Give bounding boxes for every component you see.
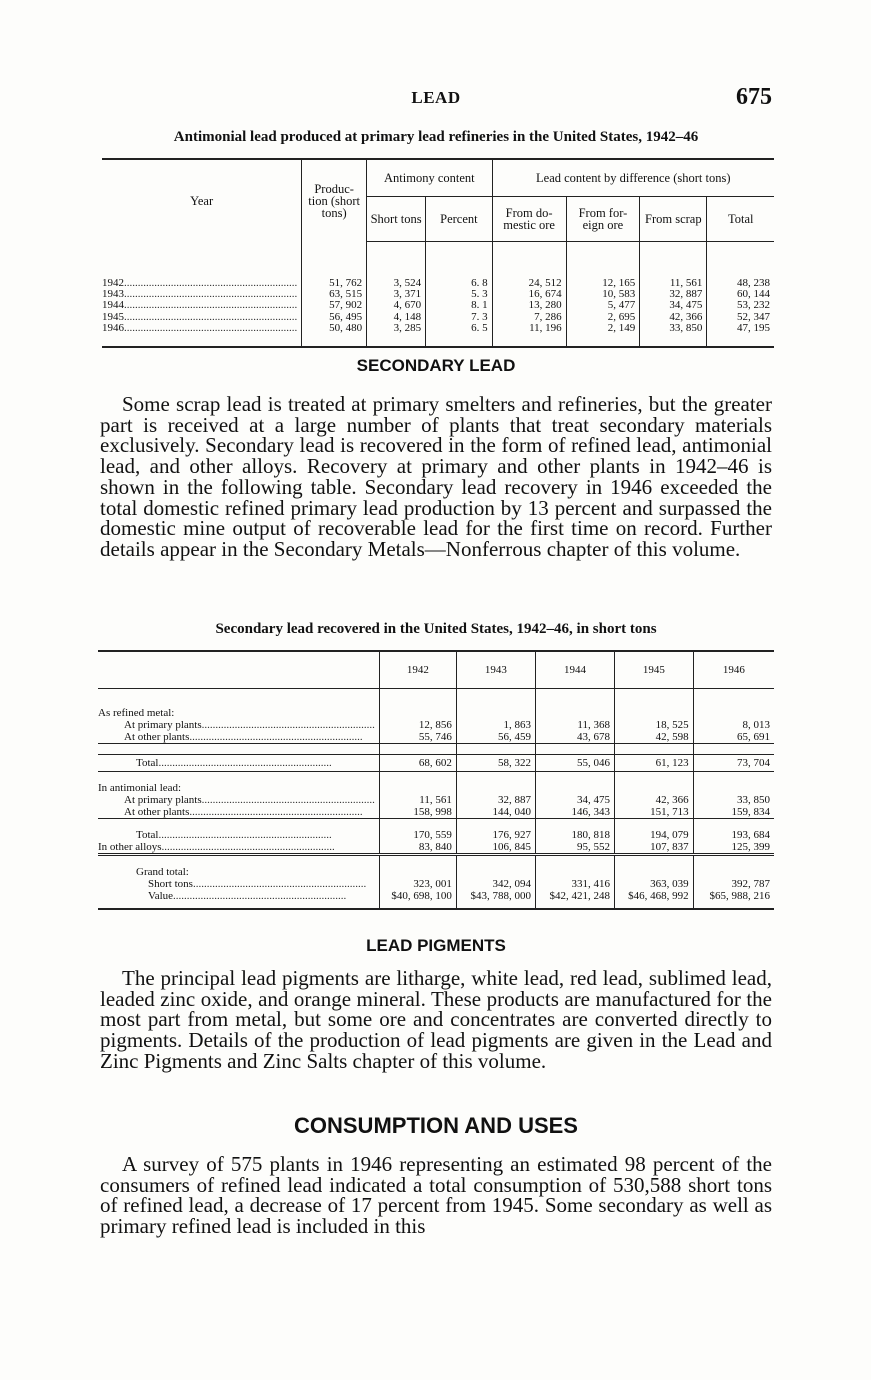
table-row [98,731,774,744]
antimonial-lead-table [102,158,774,348]
table-row [102,300,774,311]
table-row [98,866,774,878]
value-cell: 125, 399 [731,841,770,853]
value-cell: 106, 845 [456,841,535,855]
value-cell: 73, 704 [693,755,774,772]
table-row [98,707,774,719]
year-label: 1944 [102,300,124,312]
value-cell: $65, 988, 216 [693,890,774,909]
value-cell: 144, 040 [456,806,535,819]
value-cell [379,707,456,719]
antimonial-other-label: At other plants [124,806,190,818]
secondary-lead-table [98,650,774,910]
refined-metal-group [98,707,379,719]
header-year: Year [102,159,302,242]
cell-domestic: 16, 674 [492,289,566,300]
value-cell: 146, 343 [535,806,614,819]
table-row [98,794,774,806]
header-short-tons: Short tons [367,197,426,242]
grand-total-group-label: Grand total: [136,866,189,878]
value-cell [693,782,774,794]
cell-sb_tons: 3, 524 [367,242,426,290]
table2-caption: Secondary lead recovered in the United States, 1942–46, in short tons [215,621,657,637]
value-cell: 43, 678 [535,731,614,744]
value-cell: 180, 818 [535,829,614,841]
antimonial-group-label: In antimonial lead: [98,782,182,794]
value-cell [535,866,614,878]
year-label: 1943 [102,289,124,301]
cell-percent: 6. 5 [426,323,492,347]
cell-sb_tons: 4, 670 [367,300,426,311]
cell-production: 50, 480 [302,323,367,347]
value-cell: $42, 421, 248 [535,890,614,909]
cell-scrap: 34, 475 [640,300,707,311]
value-cell: 12, 856 [379,719,456,731]
value-cell [379,782,456,794]
running-head [100,84,772,114]
cell-foreign: 12, 165 [566,242,640,290]
cell-domestic: 24, 512 [492,242,566,290]
antimonial-total: Total............................................................... [98,829,379,841]
year-label: 1946 [102,322,124,334]
value-cell: 56, 459 [456,731,535,744]
value-cell [693,866,774,878]
grand-value-label: Value [148,890,174,902]
table-row [98,841,774,855]
value-cell [693,707,774,719]
antimonial-primary-label: At primary plants [124,794,202,806]
refined-other: At other plants............................................................... [98,731,379,744]
other-alloys-label: In other alloys [98,841,162,853]
value-cell: 32, 887 [456,794,535,806]
secondary-lead-heading: SECONDARY LEAD [356,356,516,375]
value-cell [456,866,535,878]
header-production: Produc- tion (short tons) [302,159,367,242]
lead-pigments-heading: LEAD PIGMENTS [366,936,506,955]
value-cell: 42, 598 [615,731,694,744]
header-scrap: From scrap [640,197,707,242]
table-row [102,242,774,290]
header-percent: Percent [426,197,492,242]
other-alloys: In other alloys............................................................... [98,841,379,855]
grand-value: Value............................................................... [98,890,379,909]
cell-total: 60, 144 [707,289,774,300]
cell-percent: 7. 3 [426,312,492,323]
value-cell: 42, 366 [615,794,694,806]
consumption-text: A survey of 575 plants in 1946 representing an estimated 98 percent of the consumers of refined lead indicated a total consumption of 530,588 short tons of refined lead, a decrease of 17 percent from 1945. Some secondary as well as primary refined lead is included in this [100,1152,772,1239]
table-row [98,829,774,841]
value-cell: $40, 698, 100 [379,890,456,909]
cell-foreign: 2, 149 [566,323,640,347]
consumption-paragraph [100,1154,772,1237]
cell-domestic: 13, 280 [492,300,566,311]
value-cell: 1, 863 [456,719,535,731]
table1-caption: Antimonial lead produced at primary lead refineries in the United States, 1942–46 [173,129,699,145]
cell-production: 51, 762 [302,242,367,290]
value-cell [456,782,535,794]
cell-percent: 8. 1 [426,300,492,311]
header-total: Total [707,197,774,242]
cell-production: 63, 515 [302,289,367,300]
refined-other-label: At other plants [124,731,190,743]
value-cell: 58, 322 [456,755,535,772]
cell-sb_tons: 3, 371 [367,289,426,300]
cell-foreign: 5, 477 [566,300,640,311]
cell-foreign: 2, 695 [566,312,640,323]
value-cell: 34, 475 [535,794,614,806]
cell-total: 53, 232 [707,300,774,311]
value-cell: 176, 927 [456,829,535,841]
cell-scrap: 42, 366 [640,312,707,323]
value-cell: 193, 684 [731,829,770,841]
value-cell: 158, 998 [379,806,456,819]
cell-percent: 6. 8 [426,242,492,290]
value-cell: 68, 602 [379,755,456,772]
cell-scrap: 33, 850 [640,323,707,347]
value-cell: 107, 837 [615,841,694,855]
year-cell: 1944............................................................... [102,300,298,312]
header-foreign: From for- eign ore [566,197,640,242]
cell-total: 48, 238 [707,242,774,290]
value-cell [379,866,456,878]
year-label: 1942 [102,276,124,289]
value-cell [535,782,614,794]
value-cell: 8, 013 [742,719,770,731]
value-cell: 11, 561 [379,794,456,806]
lead-pigments-text: The principal lead pigments are litharge, white lead, red lead, sublimed lead, leaded zinc oxide, and orange mineral. These products are manufactured for the most part from metal, but some ore and concentrates are converted directly to pigments. Details of the production of lead pigments are given in the Lead and Zinc Pigments and Zinc Salts chapter of this volume. [100,966,772,1073]
value-cell: 55, 746 [379,731,456,744]
value-cell: 61, 123 [615,755,694,772]
refined-metal-group-label: As refined metal: [98,707,175,719]
antimonial-primary: At primary plants............................................................... [98,794,379,806]
antimonial-group [98,782,379,794]
value-cell: 331, 416 [535,878,614,890]
value-cell [615,707,694,719]
value-cell: 159, 834 [693,806,774,819]
cell-total: 47, 195 [707,323,774,347]
value-cell: 363, 039 [615,878,694,890]
antimonial-other: At other plants............................................................... [98,806,379,819]
value-cell [615,866,694,878]
grand-short-tons-label: Short tons [148,878,193,890]
header-domestic: From do- mestic ore [492,197,566,242]
lead-pigments-paragraph [100,968,772,1072]
cell-scrap: 11, 561 [640,242,707,290]
cell-production: 56, 495 [302,312,367,323]
header-lead-group: Lead content by difference (short tons) [492,159,774,197]
value-cell: 83, 840 [379,841,456,855]
antimonial-total-label: Total [136,829,159,841]
value-cell: 65, 691 [693,731,774,744]
value-cell: 323, 001 [379,878,456,890]
column-header-1944: 1944 [535,651,614,689]
year-label: 1945 [102,311,124,323]
table-row [98,878,774,890]
year-cell: 1943............................................................... [102,289,298,301]
value-cell: 55, 046 [535,755,614,772]
table-row [102,323,774,347]
cell-percent: 5. 3 [426,289,492,300]
table-row [98,806,774,819]
column-header-1943: 1943 [456,651,535,689]
year-cell: 1942............................................................... [102,276,298,289]
cell-total: 52, 347 [707,312,774,323]
page-number: 675 [736,84,772,110]
value-cell: 18, 525 [615,719,694,731]
value-cell [615,782,694,794]
cell-sb_tons: 4, 148 [367,312,426,323]
cell-domestic: 11, 196 [492,323,566,347]
value-cell: 194, 079 [615,829,694,841]
refined-primary: At primary plants............................................................... [98,719,379,731]
cell-production: 57, 902 [302,300,367,311]
value-cell: $43, 788, 000 [456,890,535,909]
column-header-1942: 1942 [379,651,456,689]
column-header-1946: 1946 [693,651,774,689]
refined-total-label: Total [136,757,159,769]
consumption-heading: CONSUMPTION AND USES [294,1113,578,1138]
secondary-lead-paragraph [100,394,772,560]
year-cell: 1946............................................................... [102,323,302,347]
column-header-1945: 1945 [615,651,694,689]
refined-primary-label: At primary plants [124,719,202,731]
refined-total: Total............................................................... [98,755,379,772]
chapter-title: LEAD [411,88,461,107]
year-cell: 1945............................................................... [102,311,298,323]
secondary-lead-text: Some scrap lead is treated at primary smelters and refineries, but the greater part is received at a large number of plants that treat secondary materials exclusively. Secondary lead is recovered in the form of refined lead, antimonial lead, and other alloys. Recovery at primary and other plants in 1942–46 is shown in the following table. Secondary lead recovery in 1946 exceeded the total domestic refined primary lead production by 13 percent and surpassed the domestic mine output of recoverable lead for the first time on record. Further details appear in the Secondary Metals—Nonferrous chapter of this volume. [100,392,772,561]
value-cell: 342, 094 [456,878,535,890]
header-antimony-group: Antimony content [367,159,493,197]
value-cell: 11, 368 [535,719,614,731]
cell-scrap: 32, 887 [640,289,707,300]
value-cell [456,707,535,719]
table-row [98,782,774,794]
cell-domestic: 7, 286 [492,312,566,323]
value-cell: $46, 468, 992 [615,890,694,909]
cell-foreign: 10, 583 [566,289,640,300]
table-row [98,755,774,772]
table-row [98,719,774,731]
value-cell: 33, 850 [737,794,770,806]
value-cell [535,707,614,719]
value-cell: 170, 559 [379,829,456,841]
cell-sb_tons: 3, 285 [367,323,426,347]
value-cell: 95, 552 [535,841,614,855]
value-cell: 392, 787 [731,878,770,890]
table-row [98,890,774,909]
grand-total-group [98,866,379,878]
value-cell: 151, 713 [615,806,694,819]
grand-short-tons: Short tons............................................................... [98,878,379,890]
